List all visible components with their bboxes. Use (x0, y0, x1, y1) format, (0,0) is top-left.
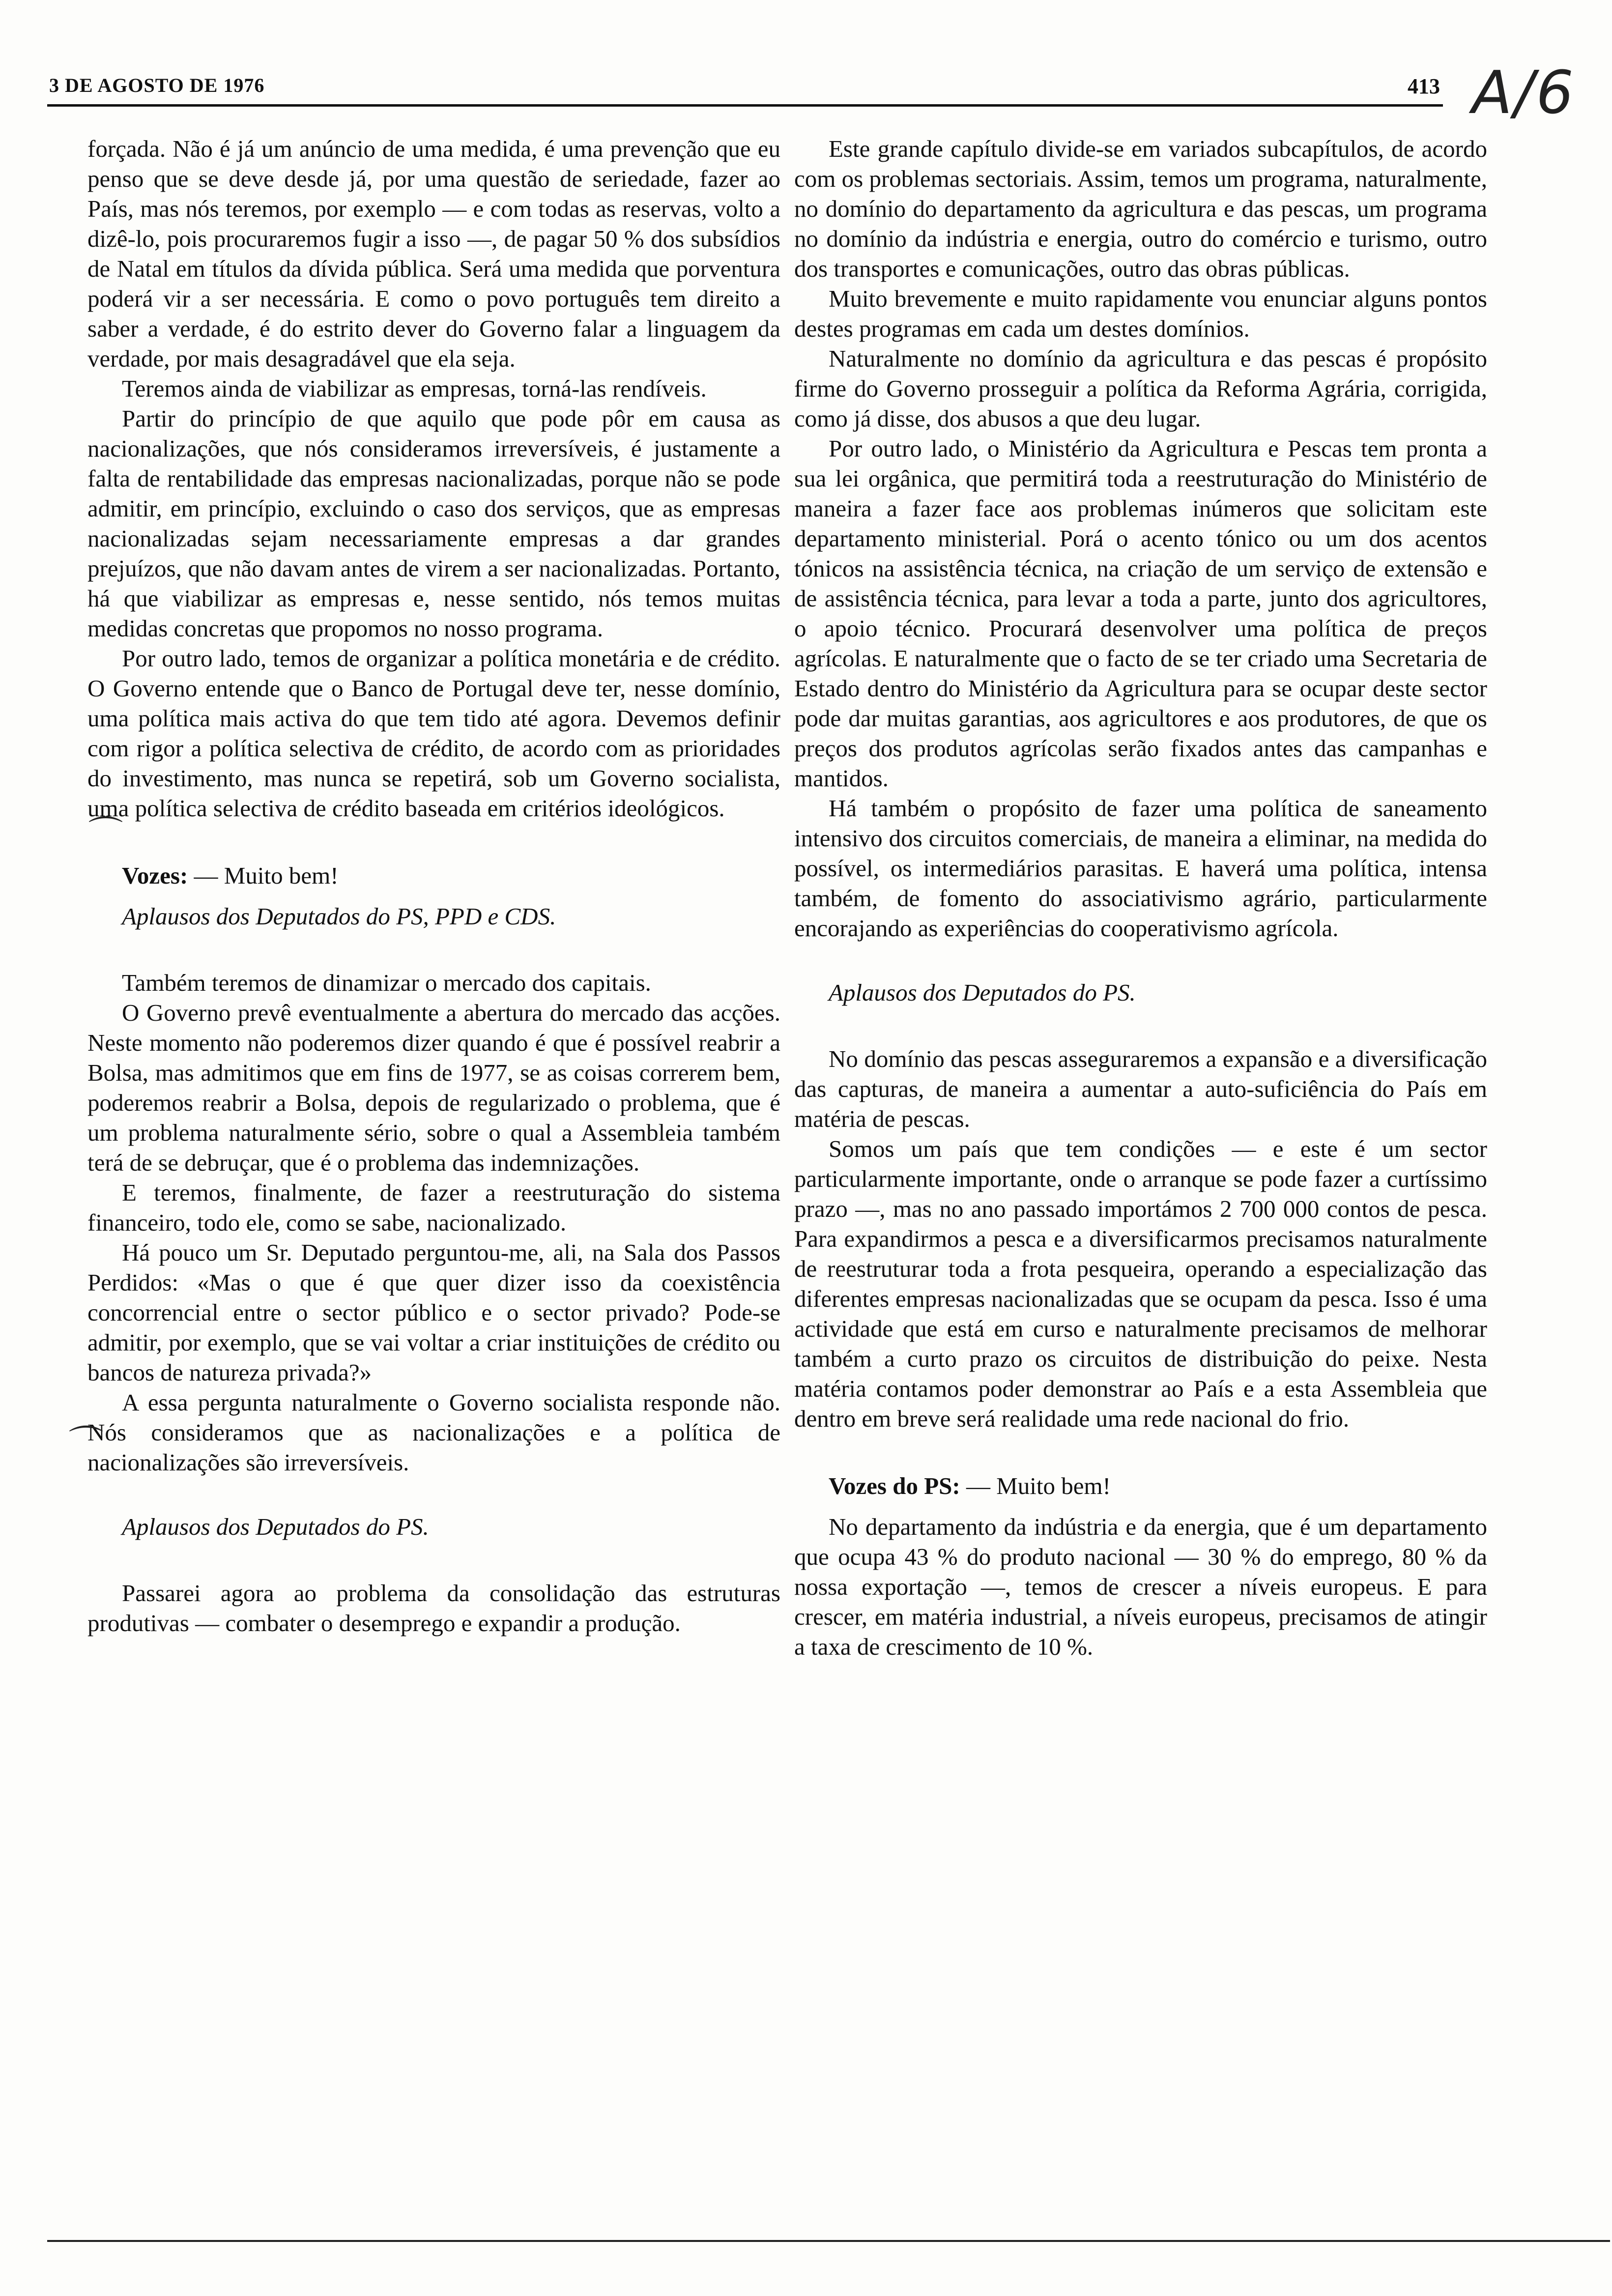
paragraph: Também teremos de dinamizar o mercado dos capitais. (122, 969, 651, 996)
handwritten-reference: A/6 (1472, 59, 1576, 127)
paragraph: Por outro lado, o Ministério da Agricultura e Pescas tem pronta a sua lei orgânica, que permitirá toda a reestruturação do Ministério de maneira a fazer face aos problemas inúmeros que solicitam este departamento ministerial. Porá o acento tónico ou um dos acentos tónicos na assistência técnica, na criação de um serviço de extensão e de assistência técnica, para levar a toda a parte, junto dos agricultores, o apoio técnico. Procurará desenvolver uma política de preços agrícolas. E naturalmente que o facto de se ter criado uma Secretaria de Estado dentro do Ministério da Agricultura para se ocupar deste sector pode dar muitas garantias, aos agricultores e aos produtores, de que os preços dos produtos agrícolas serão fixados antes das campanhas e mantidos. (794, 435, 1487, 792)
paragraph: A essa pergunta naturalmente o Governo socialista responde não. Nós consideramos que as nacionalizações e a política de nacionalizações são irreversíveis. (87, 1389, 780, 1476)
paragraph: Passarei agora ao problema da consolidação das estruturas produtivas — combater o desemprego e expandir a produção. (87, 1579, 780, 1636)
margin-pencil-mark: ⌒ (69, 1423, 103, 1463)
paragraph: No departamento da indústria e da energia, que é um departamento que ocupa 43 % do produto nacional — 30 % do emprego, 80 % da nossa exportação —, temos de crescer a níveis europeus. E para crescer, em matéria industrial, a níveis europeus, precisamos de atingir a taxa de crescimento de 10 %. (794, 1513, 1487, 1660)
paragraph: Este grande capítulo divide-se em variados subcapítulos, de acordo com os problemas sectoriais. Assim, temos um programa, naturalmente, no domínio do departamento da agricultura e das pescas, um programa no domínio da indústria e energia, outro do comércio e turismo, outro dos transportes e comunicações, outro das obras públicas. (794, 135, 1487, 282)
paragraph: No domínio das pescas asseguraremos a expansão e a diversificação das capturas, de maneira a aumentar a auto-suficiência do País em matéria de pescas. (794, 1045, 1487, 1132)
interjection-speaker: Vozes: (122, 862, 188, 889)
paragraph: O Governo prevê eventualmente a abertura do mercado das acções. Neste momento não poderemos dizer quando é que é possível reabrir a Bolsa, mas admitimos que em fins de 1977, se as coisas correrem bem, poderemos reabrir a Bolsa, depois de regularizado o problema, que é um problema naturalmente sério, sobre o qual a Assembleia também terá de se debruçar, que é o problema das indemnizações. (87, 999, 780, 1176)
page-header (49, 74, 1440, 108)
header-rule (47, 104, 1443, 107)
applause-note: Aplausos dos Deputados do PS, PPD e CDS. (122, 903, 556, 930)
applause-note: Aplausos dos Deputados do PS. (122, 1513, 429, 1540)
paragraph: Somos um país que tem condições — e este é um sector particularmente importante, onde o arranque se pode fazer a curtíssimo prazo —, mas no ano passado importámos 2 700 000 contos de pesca. Para expandirmos a pesca e a diversificarmos precisamos naturalmente de reestruturar toda a frota pesqueira, operando a especialização das diferentes empresas nacionalizadas que se ocupam da pesca. Isso é uma actividade que está em curso e naturalmente precisamos de melhorar também a curto prazo os circuitos de distribuição do peixe. Nesta matéria contamos poder demonstrar ao País e a esta Assembleia que dentro em breve será realidade uma rede nacional do frio. (794, 1135, 1487, 1432)
paragraph: Naturalmente no domínio da agricultura e das pescas é propósito firme do Governo prosseguir a política da Reforma Agrária, corrigida, como já disse, dos abusos a que deu lugar. (794, 345, 1487, 432)
paragraph: Por outro lado, temos de organizar a política monetária e de crédito. O Governo entende que o Banco de Portugal deve ter, nesse domínio, uma política mais activa do que tem tido até agora. Devemos definir com rigor a política selectiva de crédito, de acordo com as prioridades do investimento, mas nunca se repetirá, sob um Governo socialista, uma política selectiva de crédito baseada em critérios ideológicos. (87, 645, 780, 822)
applause-note: Aplausos dos Deputados do PS. (829, 979, 1136, 1006)
interjection-text: — Muito bem! (194, 862, 339, 889)
interjection (794, 1471, 1487, 1501)
interjection (87, 861, 780, 890)
right-column (794, 134, 1487, 1662)
page-number: 413 (1408, 74, 1440, 98)
paragraph: Muito brevemente e muito rapidamente vou enunciar alguns pontos destes programas em cada um destes domínios. (794, 285, 1487, 342)
interjection-speaker: Vozes do PS: (829, 1472, 960, 1499)
bottom-rule (47, 2240, 1610, 2242)
paragraph: E teremos, finalmente, de fazer a reestruturação do sistema financeiro, todo ele, como se sabe, nacionalizado. (87, 1179, 780, 1236)
header-date: 3 DE AGOSTO DE 1976 (49, 74, 265, 96)
paragraph: Há pouco um Sr. Deputado perguntou-me, ali, na Sala dos Passos Perdidos: «Mas o que é que quer dizer isso da coexistência concorrencial entre o sector público e o sector privado? Pode-se admitir, por exemplo, que se vai voltar a criar instituições de crédito ou bancos de natureza privada?» (87, 1239, 780, 1386)
left-column (87, 134, 780, 1638)
paragraph: Partir do princípio de que aquilo que pode pôr em causa as nacionalizações, que nós consideramos irreversíveis, é justamente a falta de rentabilidade das empresas nacionalizadas, porque não se pode admitir, em princípio, excluindo o caso dos serviços, que as empresas nacionalizadas sejam necessariamente empresas a dar grandes prejuízos, que não davam antes de virem a ser nacionalizadas. Portanto, há que viabilizar as empresas e, nesse sentido, nós temos muitas medidas concretas que propomos no nosso programa. (87, 405, 780, 642)
margin-pencil-mark: ⌒ (88, 813, 123, 854)
paragraph: Há também o propósito de fazer uma política de saneamento intensivo dos circuitos comerciais, de maneira a eliminar, na medida do possível, os intermediários parasitas. E haverá uma política, intensa também, de fomento do associativismo agrário, particularmente encorajando as experiências do cooperativismo agrícola. (794, 795, 1487, 942)
interjection-text: — Muito bem! (966, 1472, 1111, 1499)
paragraph: forçada. Não é já um anúncio de uma medida, é uma prevenção que eu penso que se deve desde já, por uma questão de seriedade, fazer ao País, mas nós teremos, por exemplo — e com todas as reservas, volto a dizê-lo, pois procuraremos fugir a isso —, de pagar 50 % dos subsídios de Natal em títulos da dívida pública. Será uma medida que porventura poderá vir a ser necessária. E como o povo português tem direito a saber a verdade, é do estrito dever do Governo falar a linguagem da verdade, por mais desagradável que ela seja. (87, 135, 780, 372)
paragraph: Teremos ainda de viabilizar as empresas, torná-las rendíveis. (122, 375, 707, 402)
